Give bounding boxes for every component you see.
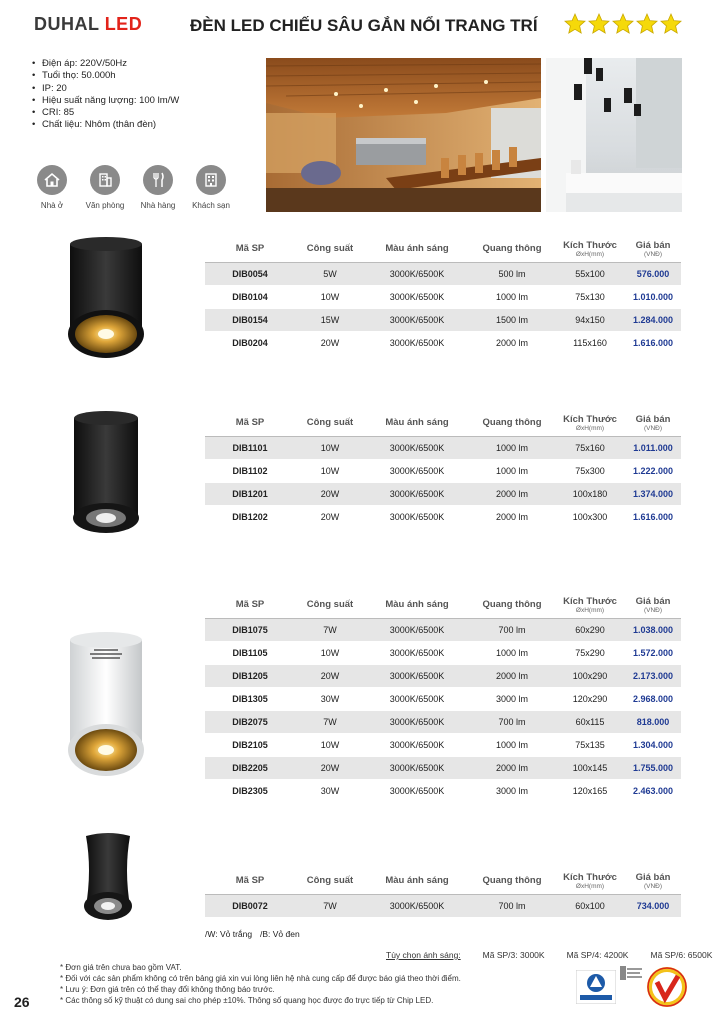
header-size-unit: ØxH(mm)	[575, 250, 605, 258]
cell-lumen: 1000 lm	[469, 285, 555, 308]
header-price	[625, 868, 681, 894]
product-table-1	[205, 236, 681, 355]
legend-black: /B: Vỏ đen	[260, 929, 300, 939]
cell-size: 94x150	[555, 308, 625, 331]
rating-stars	[563, 12, 683, 36]
cell-price: 1.616.000	[625, 331, 681, 354]
header-power-label: Công suất	[306, 243, 354, 255]
header-lumen	[469, 236, 555, 262]
table-row	[205, 618, 681, 641]
header-power	[295, 236, 365, 262]
cell-lumen: 2000 lm	[469, 505, 555, 528]
legend-white: /W: Vỏ trắng	[205, 929, 253, 939]
light-options	[386, 950, 712, 960]
cell-price: 1.011.000	[625, 436, 681, 459]
cell-size: 60x290	[555, 618, 625, 641]
category-restaurant	[138, 165, 178, 210]
cell-power: 10W	[295, 436, 365, 459]
header-color	[365, 592, 469, 618]
table-row	[205, 505, 681, 528]
cell-color: 3000K/6500K	[365, 894, 469, 917]
cell-code: DIB1305	[205, 687, 295, 710]
cell-size: 120x165	[555, 779, 625, 802]
cell-size: 75x135	[555, 733, 625, 756]
cell-code: DIB2205	[205, 756, 295, 779]
cell-code: DIB0204	[205, 331, 295, 354]
house-icon	[37, 165, 67, 195]
cell-power: 30W	[295, 687, 365, 710]
header-size-label: Kích Thước	[563, 871, 617, 883]
cell-price: 2.463.000	[625, 779, 681, 802]
cell-size: 100x300	[555, 505, 625, 528]
cell-color: 3000K/6500K	[365, 664, 469, 687]
header-price-unit: (VNĐ)	[643, 424, 663, 432]
cell-power: 10W	[295, 641, 365, 664]
header-power	[295, 868, 365, 894]
interior-photo-restaurant	[266, 58, 541, 212]
cell-price: 818.000	[625, 710, 681, 733]
cell-code: DIB1105	[205, 641, 295, 664]
cell-power: 10W	[295, 733, 365, 756]
cell-code: DIB0072	[205, 894, 295, 917]
table-header-row	[205, 868, 681, 894]
cell-lumen: 1000 lm	[469, 459, 555, 482]
header-color	[365, 410, 469, 436]
cell-price: 734.000	[625, 894, 681, 917]
cell-size: 60x100	[555, 894, 625, 917]
cell-power: 20W	[295, 664, 365, 687]
header-price	[625, 410, 681, 436]
cell-color: 3000K/6500K	[365, 618, 469, 641]
cell-lumen: 1000 lm	[469, 436, 555, 459]
cell-price: 1.374.000	[625, 482, 681, 505]
cell-lumen: 1500 lm	[469, 308, 555, 331]
cell-price: 576.000	[625, 262, 681, 285]
brand-name: DUHAL	[34, 14, 100, 34]
cell-color: 3000K/6500K	[365, 331, 469, 354]
spec-item: • CRI: 85	[30, 107, 179, 119]
header-color-label: Màu ánh sáng	[385, 417, 449, 429]
cell-color: 3000K/6500K	[365, 436, 469, 459]
cell-size: 75x130	[555, 285, 625, 308]
spec-list	[30, 58, 179, 132]
cell-price: 1.572.000	[625, 641, 681, 664]
header-code	[205, 236, 295, 262]
brand-led: LED	[104, 14, 143, 34]
cell-code: DIB2105	[205, 733, 295, 756]
header-price-unit: (VNĐ)	[643, 606, 663, 614]
option-6500k: Mã SP/6: 6500K	[650, 950, 713, 960]
header-code	[205, 410, 295, 436]
cell-power: 5W	[295, 262, 365, 285]
table-row	[205, 262, 681, 285]
cell-code: DIB0104	[205, 285, 295, 308]
header-size	[555, 592, 625, 618]
spec-item: • Hiệu suất năng lượng: 100 lm/W	[30, 95, 179, 107]
cell-size: 60x115	[555, 710, 625, 733]
header-power-label: Công suất	[306, 417, 354, 429]
header-lumen	[469, 592, 555, 618]
table-row	[205, 894, 681, 917]
spec-item: • Tuổi thọ: 50.000h	[30, 70, 179, 82]
table-row	[205, 779, 681, 802]
note-item: * Đơn giá trên chưa bao gồm VAT.	[60, 963, 182, 972]
header-lumen	[469, 868, 555, 894]
header-power	[295, 410, 365, 436]
header-code-label: Mã SP	[235, 875, 265, 887]
cell-power: 20W	[295, 756, 365, 779]
restaurant-icon	[143, 165, 173, 195]
page-number: 26	[14, 994, 30, 1010]
option-3000k: Mã SP/3: 3000K	[482, 950, 545, 960]
header-lumen-label: Quang thông	[482, 599, 542, 611]
header-color-label: Màu ánh sáng	[385, 599, 449, 611]
cell-lumen: 1000 lm	[469, 733, 555, 756]
cell-power: 7W	[295, 618, 365, 641]
cell-power: 20W	[295, 505, 365, 528]
table-row	[205, 482, 681, 505]
office-building-icon	[90, 165, 120, 195]
cell-price: 1.284.000	[625, 308, 681, 331]
tuv-certification-badge	[576, 970, 616, 1004]
cell-code: DIB1202	[205, 505, 295, 528]
management-system-mark	[620, 966, 642, 980]
product-table-3	[205, 592, 681, 803]
cell-size: 55x100	[555, 262, 625, 285]
cell-color: 3000K/6500K	[365, 710, 469, 733]
cell-code: DIB0154	[205, 308, 295, 331]
table-row	[205, 459, 681, 482]
cell-lumen: 3000 lm	[469, 779, 555, 802]
header-code-label: Mã SP	[235, 417, 265, 429]
header-size-unit: ØxH(mm)	[575, 606, 605, 614]
header-power	[295, 592, 365, 618]
table-header-row	[205, 410, 681, 436]
cell-size: 115x160	[555, 331, 625, 354]
category-hotel	[191, 165, 231, 210]
header-color-label: Màu ánh sáng	[385, 243, 449, 255]
cell-power: 7W	[295, 894, 365, 917]
cell-lumen: 700 lm	[469, 894, 555, 917]
cell-lumen: 2000 lm	[469, 756, 555, 779]
spec-item: • Điện áp: 220V/50Hz	[30, 58, 179, 70]
cell-lumen: 2000 lm	[469, 331, 555, 354]
table-row	[205, 687, 681, 710]
header-lumen	[469, 410, 555, 436]
cell-size: 100x145	[555, 756, 625, 779]
star-icon	[659, 12, 683, 36]
product-image-dib1075	[64, 630, 148, 782]
table-row	[205, 436, 681, 459]
header-size-label: Kích Thước	[563, 239, 617, 251]
header-price-label: Giá bán	[635, 595, 671, 607]
category-label: Khách sạn	[192, 201, 230, 210]
table-row	[205, 756, 681, 779]
table-row	[205, 308, 681, 331]
table-header-row	[205, 236, 681, 262]
cell-lumen: 700 lm	[469, 710, 555, 733]
category-home	[32, 165, 72, 210]
header-price	[625, 236, 681, 262]
cell-code: DIB1075	[205, 618, 295, 641]
product-image-dib0054	[64, 236, 148, 362]
cell-power: 7W	[295, 710, 365, 733]
cell-size: 75x300	[555, 459, 625, 482]
star-icon	[635, 12, 659, 36]
cell-color: 3000K/6500K	[365, 733, 469, 756]
cell-lumen: 500 lm	[469, 262, 555, 285]
header-power-label: Công suất	[306, 875, 354, 887]
category-label: Nhà ở	[40, 201, 64, 210]
cell-price: 1.010.000	[625, 285, 681, 308]
header-size	[555, 236, 625, 262]
table-header-row	[205, 592, 681, 618]
note-item: * Đối với các sản phẩm không có trên bảng giá xin vui lòng liên hệ nhà cung cấp để được báo giá theo thời điểm.	[60, 974, 461, 983]
category-office	[85, 165, 125, 210]
cell-color: 3000K/6500K	[365, 756, 469, 779]
cell-color: 3000K/6500K	[365, 505, 469, 528]
cell-price: 1.222.000	[625, 459, 681, 482]
cell-price: 1.304.000	[625, 733, 681, 756]
category-label: Nhà hàng	[140, 201, 176, 210]
cell-power: 10W	[295, 459, 365, 482]
cell-code: DIB2305	[205, 779, 295, 802]
header-color-label: Màu ánh sáng	[385, 875, 449, 887]
header-lumen-label: Quang thông	[482, 243, 542, 255]
table-row	[205, 331, 681, 354]
cell-lumen: 2000 lm	[469, 664, 555, 687]
cell-size: 120x290	[555, 687, 625, 710]
cell-size: 100x180	[555, 482, 625, 505]
cell-color: 3000K/6500K	[365, 687, 469, 710]
cell-power: 10W	[295, 285, 365, 308]
cell-color: 3000K/6500K	[365, 308, 469, 331]
note-item: * Các thông số kỹ thuật có dung sai cho phép ±10%. Thông số quang học được đo trực tiếp từ Chip LED.	[60, 996, 434, 1005]
table-row	[205, 664, 681, 687]
note-item: * Lưu ý: Đơn giá trên có thể thay đổi không thông báo trước.	[60, 985, 275, 994]
cell-color: 3000K/6500K	[365, 285, 469, 308]
header-lumen-label: Quang thông	[482, 417, 542, 429]
product-image-dib1101	[70, 410, 142, 534]
table-row	[205, 733, 681, 756]
category-label: Văn phòng	[85, 201, 125, 210]
options-label: Tùy chọn ánh sáng:	[386, 950, 461, 960]
header-color	[365, 236, 469, 262]
cell-code: DIB1205	[205, 664, 295, 687]
cell-power: 15W	[295, 308, 365, 331]
header-price-unit: (VNĐ)	[643, 882, 663, 890]
product-table-4	[205, 868, 681, 918]
cell-lumen: 3000 lm	[469, 687, 555, 710]
header-lumen-label: Quang thông	[482, 875, 542, 887]
interior-photo-kitchen	[546, 58, 682, 212]
option-4200k: Mã SP/4: 4200K	[566, 950, 629, 960]
footer-notes	[60, 962, 461, 1006]
header-size-unit: ØxH(mm)	[575, 424, 605, 432]
header-size-label: Kích Thước	[563, 595, 617, 607]
star-icon	[587, 12, 611, 36]
application-categories	[32, 165, 231, 210]
cell-code: DIB1101	[205, 436, 295, 459]
cell-power: 20W	[295, 331, 365, 354]
header-code	[205, 592, 295, 618]
page-title: ĐÈN LED CHIẾU SÂU GẮN NỔI TRANG TRÍ	[190, 16, 538, 35]
product-table-2	[205, 410, 681, 529]
cell-price: 1.755.000	[625, 756, 681, 779]
table-row	[205, 641, 681, 664]
cell-code: DIB1201	[205, 482, 295, 505]
header-size	[555, 868, 625, 894]
cell-lumen: 2000 lm	[469, 482, 555, 505]
cell-size: 75x290	[555, 641, 625, 664]
header-code	[205, 868, 295, 894]
header-code-label: Mã SP	[235, 243, 265, 255]
brand-logo	[34, 14, 142, 35]
cell-size: 75x160	[555, 436, 625, 459]
header-power-label: Công suất	[306, 599, 354, 611]
cell-color: 3000K/6500K	[365, 779, 469, 802]
star-icon	[611, 12, 635, 36]
cell-color: 3000K/6500K	[365, 262, 469, 285]
hotel-icon	[196, 165, 226, 195]
cell-color: 3000K/6500K	[365, 641, 469, 664]
cell-price: 1.038.000	[625, 618, 681, 641]
cell-color: 3000K/6500K	[365, 459, 469, 482]
header-size-unit: ØxH(mm)	[575, 882, 605, 890]
cell-price: 1.616.000	[625, 505, 681, 528]
header-code-label: Mã SP	[235, 599, 265, 611]
table-row	[205, 285, 681, 308]
product-image-dib0072	[78, 830, 138, 926]
header-price-label: Giá bán	[635, 413, 671, 425]
cell-code: DIB1102	[205, 459, 295, 482]
vietnam-quality-seal	[646, 966, 688, 1010]
header-price	[625, 592, 681, 618]
header-price-label: Giá bán	[635, 871, 671, 883]
header-size-label: Kích Thước	[563, 413, 617, 425]
cell-code: DIB2075	[205, 710, 295, 733]
table-row	[205, 710, 681, 733]
cell-color: 3000K/6500K	[365, 482, 469, 505]
cell-power: 30W	[295, 779, 365, 802]
header-price-unit: (VNĐ)	[643, 250, 663, 258]
header-price-label: Giá bán	[635, 239, 671, 251]
header-size	[555, 410, 625, 436]
spec-item: • Chất liệu: Nhôm (thân đèn)	[30, 119, 179, 131]
header-color	[365, 868, 469, 894]
cell-power: 20W	[295, 482, 365, 505]
cell-price: 2.173.000	[625, 664, 681, 687]
cell-size: 100x290	[555, 664, 625, 687]
cell-price: 2.968.000	[625, 687, 681, 710]
cell-lumen: 1000 lm	[469, 641, 555, 664]
cell-code: DIB0054	[205, 262, 295, 285]
spec-item: • IP: 20	[30, 83, 179, 95]
cell-lumen: 700 lm	[469, 618, 555, 641]
star-icon	[563, 12, 587, 36]
